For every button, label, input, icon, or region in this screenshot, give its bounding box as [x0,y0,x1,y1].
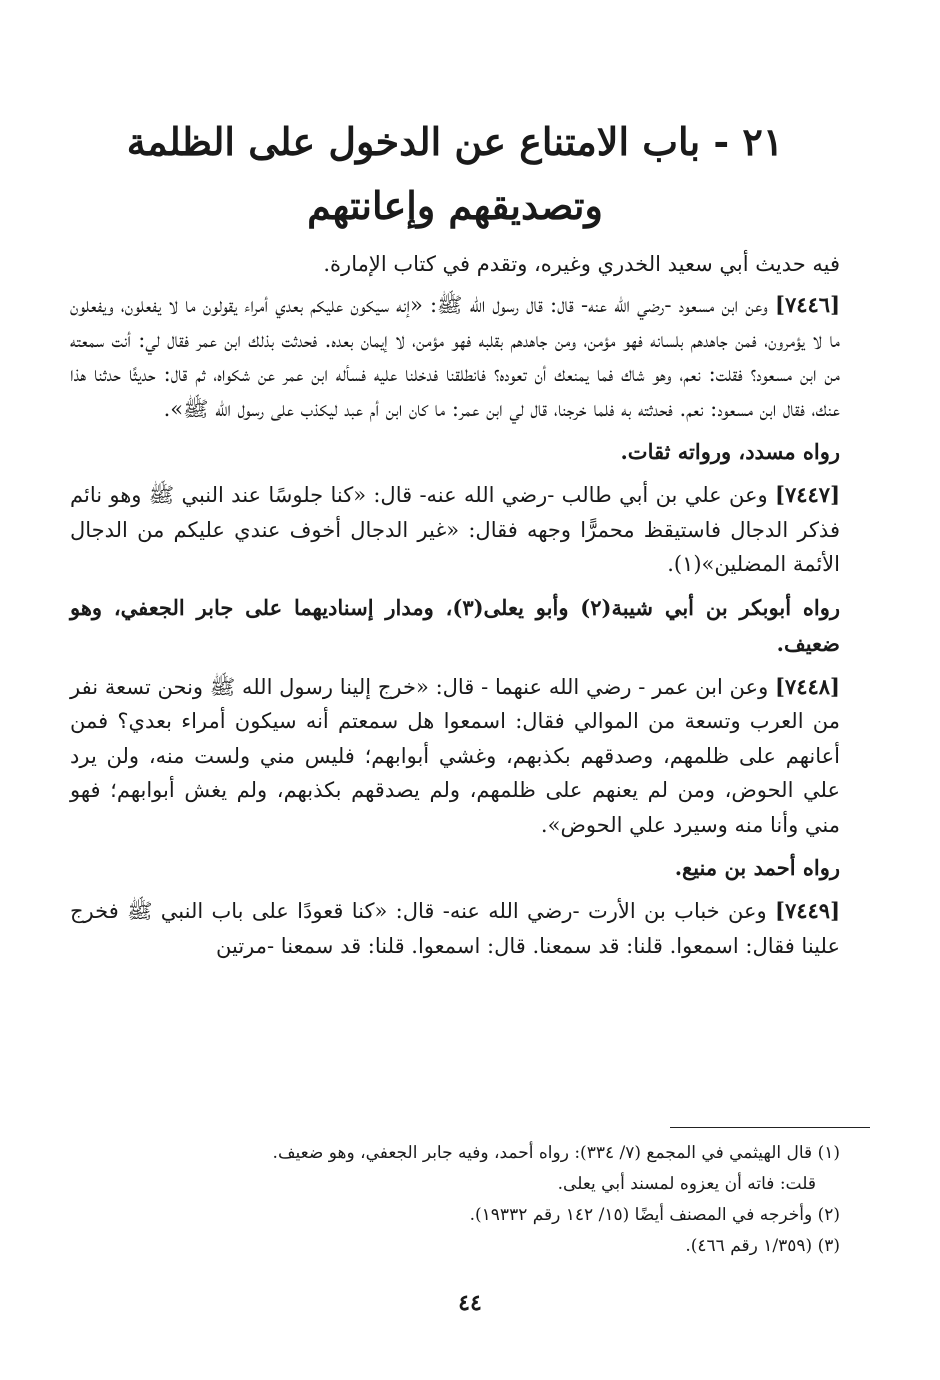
hadith-text: وعن علي بن أبي طالب -رضي الله عنه- قال: «كنا جلوسًا عند النبي ﷺ وهو نائم فذكر الدجال فاستيقظ محمرًّا وجهه فقال: «غير الدجال أخوف عندي عليكم من الدجال الأئمة المضلين»(١). [70,483,840,576]
footnote-1-comment: قلت: فاته أن يعزوه لمسند أبي يعلى. [557,1174,816,1194]
hadith-number: [٧٤٤٧] [775,482,841,507]
chapter-title-line-1: ٢١ - باب الامتناع عن الدخول على الظلمة [126,119,784,164]
hadith-number: [٧٤٤٨] [774,673,840,699]
hadith-7446 [70,288,840,426]
hadith-number: [٧٤٤٦] [775,292,840,317]
footnote-divider [670,1127,870,1128]
footnote-2: (٢) وأخرجه في المصنف أيضًا (١٥/ ١٤٢ رقم ١٩٣٣٢). [469,1205,840,1225]
hadith-text: وعن ابن عمر - رضي الله عنهما - قال: «خرج إلينا رسول الله ﷺ ونحن تسعة نفر من العرب وتسعة من الموالي فقال: اسمعوا هل سمعتم أنه سيكون أمراء بعدي؟ فمن أعانهم على ظلمهم، وصدقهم بكذبهم، وغشي أبوابهم؛ فليس مني ولست منه، ولن يرد علي الحوض، ومن لم يعنهم على ظلمهم، ولم يصدقهم بكذبهم، ولم يغش أبوابهم؛ فهو مني وأنا منه وسيرد علي الحوض». [70,674,840,837]
hadith-ruling: رواه مسدد، ورواته ثقات. [620,439,840,464]
hadith-7448 [70,670,840,843]
hadith-ruling: رواه أبوبكر بن أبي شيبة(٢) وأبو يعلى(٣)، ومدار إسناديهما على جابر الجعفي، وهو ضعيف. [70,594,840,656]
page-body [70,110,840,971]
chapter-intro: فيه حديث أبي سعيد الخدري وغيره، وتقدم في كتاب الإمارة. [323,252,840,276]
footnote-1: (١) قال الهيثمي في المجمع (٧/ ٣٣٤): رواه أحمد، وفيه جابر الجعفي، وهو ضعيف. [272,1143,840,1163]
hadith-7449 [70,894,840,963]
chapter-title-line-2: وتصديقهم وإعانتهم [307,183,603,228]
footnote-3: (٣) (١/٣٥٩ رقم ٤٦٦). [685,1236,840,1256]
hadith-7447 [70,478,840,582]
hadith-text: وعن خباب بن الأرت -رضي الله عنه- قال: «كنا قعودًا على باب النبي ﷺ فخرج علينا فقال: اسمعوا. قلنا: قد سمعنا. قال: اسمعوا. قلنا: قد سمعنا -مرتين [70,899,840,958]
hadith-number: [٧٤٤٩] [775,898,840,923]
hadith-ruling: رواه أحمد بن منيع. [674,855,840,880]
chapter-title [70,110,840,238]
page-number: ٤٤ [458,1290,482,1316]
hadith-text: وعن ابن مسعود -رضي الله عنه- قال: قال رسول الله ﷺ: «إنه سيكون عليكم بعدي أمراء يقولون ما لا يفعلون، ويفعلون ما لا يؤمرون، فمن جاهدهم بلسانه فهو مؤمن، ومن جاهدهم بقلبه فهو مؤمن، لا إيمان بعده. فحدثت بذلك ابن عمر فقال لي: أنت سمعته من ابن مسعود؟ فقلت: نعم، وهو شاك فما يمنعك أن تعوده؟ فانطلقنا فدخلنا عليه فسأله ابن عمر عن شكواه، ثم قال: حديثًا حدثنا هذا عنك، فقال ابن مسعود: نعم. فحدثته به فلما خرجنا، قال لي ابن عمر: ما كان ابن أم عبد ليكذب على رسول الله ﷺ». [70,293,840,421]
footnotes [70,1138,840,1262]
